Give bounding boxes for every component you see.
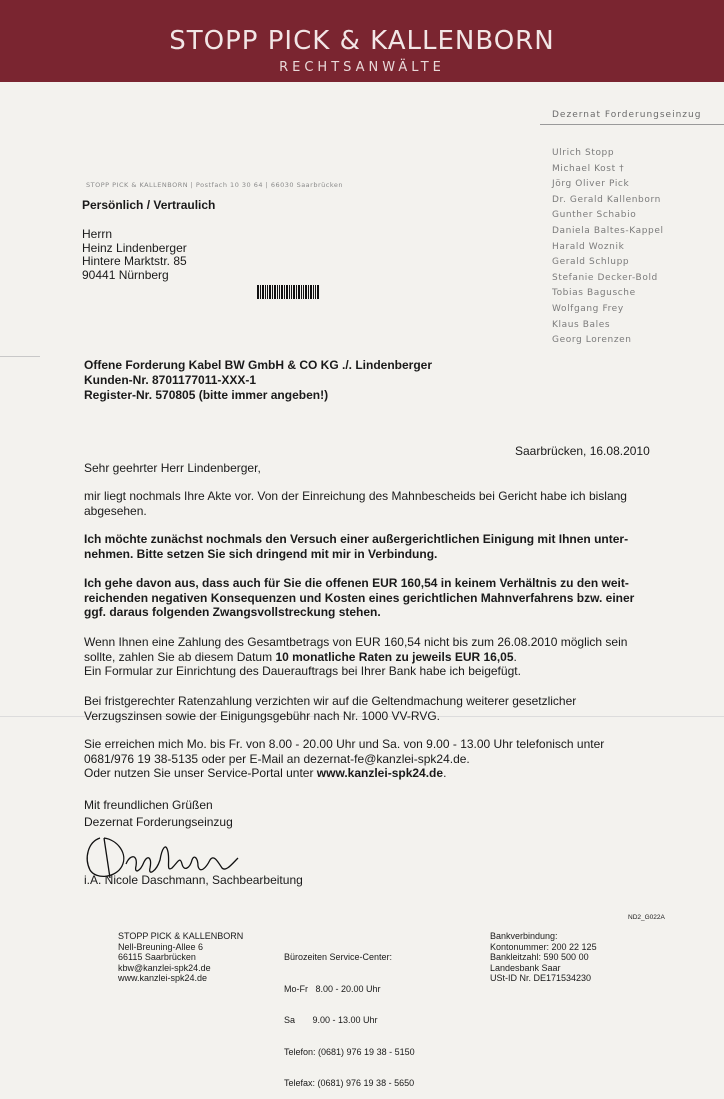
footer-line: STOPP PICK & KALLENBORN [118,931,244,941]
paragraph-4 [84,635,664,679]
body-line: Bei fristgerechter Ratenzahlung verzichten wir auf die Geltendmachung weiterer gesetzlicher [84,694,577,708]
letter-date: Saarbrücken, 16.08.2010 [515,444,650,458]
postal-barcode [257,285,319,299]
reference-code: ND2_G022A [628,914,665,921]
footer-line: Bürozeiten Service-Center: [284,952,393,962]
service-portal-link: www.kanzlei-spk24.de [316,766,444,780]
closing-line: Mit freundlichen Grüßen [84,798,213,812]
footer-line: Bankverbindung: [490,931,558,941]
footer-line: Kontonummer: 200 22 125 [490,941,597,952]
paragraph-2 [84,532,664,561]
department-title: Dezernat Forderungseinzug [552,110,702,120]
partner-name: Jörg Oliver Pick [552,179,630,190]
body-line: Ich möchte zunächst nochmals den Versuch einer außergerichtlichen Einigung mit Ihnen unter- [84,532,629,546]
fold-mark [0,356,40,357]
firm-subtitle: RECHTSANWÄLTE [279,60,445,75]
body-line: reichenden negativen Konsequenzen und Kosten eines gerichtlichen Mahnverfahrens bzw. einer [84,590,635,605]
register-number: Register-Nr. 570805 (bitte immer angeben!) [84,388,329,402]
body-line: Sie erreichen mich Mo. bis Fr. von 8.00 - 20.00 Uhr und Sa. von 9.00 - 13.00 Uhr telefonisch unter [84,737,605,751]
body-line: ggf. daraus folgenden Zwangsvollstreckung stehen. [84,605,381,619]
partner-name: Klaus Bales [552,319,611,330]
footer-line: kbw@kanzlei-spk24.de [118,962,211,973]
body-text: . [443,766,447,780]
body-line: Ich gehe davon aus, dass auch für Sie die offenen EUR 160,54 in keinem Verhältnis zu den weit- [84,576,629,590]
body-text: . [513,649,517,664]
partner-name: Stefanie Decker-Bold [552,272,658,283]
firm-name: STOPP PICK & KALLENBORN [169,26,555,56]
footer-line: Bankleitzahl: 590 500 00 [490,952,589,962]
footer-line: Landesbank Saar [490,962,561,973]
body-line: mir liegt nochmals Ihre Akte vor. Von der Einreichung des Mahnbescheids bei Gericht habe ich bislang [84,489,627,503]
address-line: Herrn [82,227,113,241]
paragraph-5 [84,694,664,723]
paragraph-6 [84,737,664,781]
footer-line: Telefax: (0681) 976 19 38 - 5650 [284,1078,415,1088]
partner-name: Wolfgang Frey [552,303,624,314]
footer-line: Sa 9.00 - 13.00 Uhr [284,1015,378,1025]
body-text: sollte, zahlen Sie ab diesem Datum [84,649,276,664]
subject-line: Offene Forderung Kabel BW GmbH & CO KG ./. Lindenberger [84,358,433,372]
body-line [84,650,664,665]
address-line: 90441 Nürnberg [82,267,169,282]
footer-line: USt-ID Nr. DE171534230 [490,973,592,983]
signer-name: i.A. Nicole Daschmann, Sachbearbeitung [84,873,303,887]
salutation: Sehr geehrter Herr Lindenberger, [84,461,261,475]
footer-bank-details [490,931,597,984]
footer-line: www.kanzlei-spk24.de [118,973,208,983]
partner-name: Tobias Bagusche [552,288,636,299]
partner-name: Gunther Schabio [552,210,637,221]
footer-line: Telefon: (0681) 976 19 38 - 5150 [284,1046,415,1057]
body-line: Wenn Ihnen eine Zahlung des Gesamtbetrags von EUR 160,54 nicht bis zum 26.08.2010 möglich sein [84,635,628,649]
partner-name: Gerald Schlupp [552,257,630,268]
closing-block [84,797,233,831]
footer-line: Mo-Fr 8.00 - 20.00 Uhr [284,983,381,994]
subject-block [84,358,432,403]
partner-name: Dr. Gerald Kallenborn [552,194,661,205]
body-line: 0681/976 19 38-5135 oder per E-Mail an dezernat-fe@kanzlei-spk24.de. [84,751,470,766]
confidential-label: Persönlich / Vertraulich [82,198,216,212]
sender-return-address: STOPP PICK & KALLENBORN | Postfach 10 30 64 | 66030 Saarbrücken [86,181,343,189]
partner-name: Harald Woznik [552,241,625,252]
body-line: nehmen. Bitte setzen Sie sich dringend mit mir in Verbindung. [84,546,438,561]
address-line: Heinz Lindenberger [82,240,187,255]
body-line [84,766,664,781]
installment-terms: 10 monatliche Raten zu jeweils EUR 16,05 [275,649,514,664]
body-line: abgesehen. [84,503,147,518]
customer-number: Kunden-Nr. 8701177011-XXX-1 [84,373,257,387]
partner-name: Georg Lorenzen [552,335,632,346]
body-text: Oder nutzen Sie unser Service-Portal unter [84,766,317,780]
recipient-address [82,228,187,282]
footer-address [118,931,243,984]
address-line: Hintere Marktstr. 85 [82,254,187,268]
paragraph-1 [84,489,664,518]
department-divider [540,124,724,125]
letterhead-banner [0,0,724,82]
partner-name: Daniela Baltes-Kappel [552,225,664,236]
body-line: Verzugszinsen sowie der Einigungsgebühr nach Nr. 1000 VV-RVG. [84,708,440,723]
paragraph-3 [84,576,664,620]
partner-list [552,148,664,351]
partner-name: Michael Kost † [552,163,625,174]
footer-office-hours [284,931,415,1099]
footer-line: Nell-Breuning-Allee 6 [118,941,204,952]
body-line: Ein Formular zur Einrichtung des Dauerauftrags bei Ihrer Bank habe ich beigefügt. [84,664,521,678]
footer-line: 66115 Saarbrücken [118,952,196,962]
closing-line: Dezernat Forderungseinzug [84,815,233,829]
partner-name: Ulrich Stopp [552,148,615,158]
